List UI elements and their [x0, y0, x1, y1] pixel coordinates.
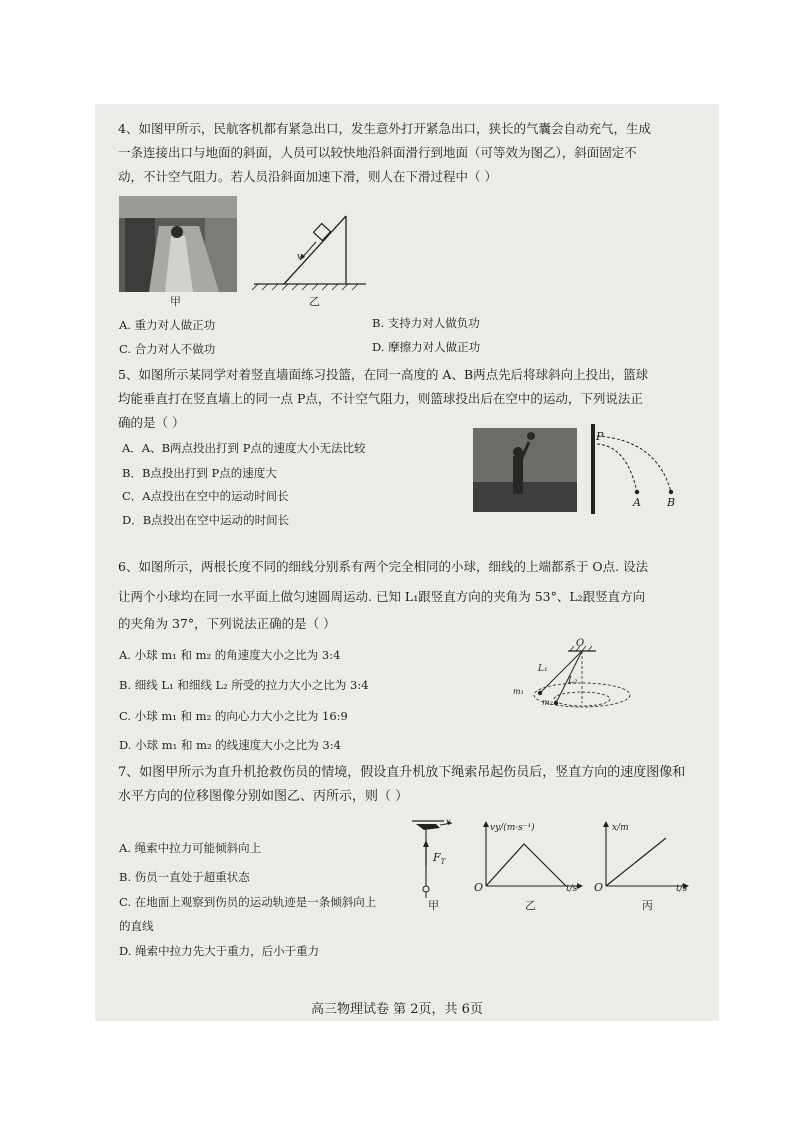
q5-stem-line-1: 5、如图所示某同学对着竖直墙面练习投篮，在同一高度的 A、B两点先后将球斜向上投出，篮球	[118, 367, 649, 382]
q4-fig-yi-label: 乙	[309, 295, 320, 308]
q6-l2-label: L₂	[568, 676, 578, 686]
q4-option-d: D. 摩擦力对人做正功	[372, 340, 481, 354]
q6-option-c: C. 小球 m₁ 和 m₂ 的向心力大小之比为 16:9	[119, 709, 348, 723]
q4-stem-line-2: 一条连接出口与地面的斜面，人员可以较快地沿斜面滑行到地面（可等效为图乙），斜面固定不	[118, 145, 637, 160]
q7-option-c-continued: 的直线	[119, 919, 154, 933]
q7-fig-bing-label: 丙	[642, 899, 653, 912]
q4-stem-line-1: 4、如图甲所示，民航客机都有紧急出口，发生意外打开紧急出口，狭长的气囊会自动充气，生成	[118, 121, 651, 136]
q5-photo-basketball	[473, 428, 577, 512]
q5-option-b: B．B点投出打到 P点的速度大	[122, 466, 277, 480]
q5-stem-line-3: 确的是（ ）	[118, 415, 185, 430]
q7-stem-line-1: 7、如图甲所示为直升机抢救伤员的情境，假设直升机放下绳索吊起伤员后，竖直方向的速度图像和	[118, 765, 686, 780]
q4-option-a: A. 重力对人做正功	[119, 318, 216, 332]
q4-velocity-label: v	[297, 252, 303, 262]
q4-incline-diagram	[254, 210, 366, 296]
q7-vy-axis-label: vy/(m·s⁻¹)	[490, 823, 535, 833]
q5-option-d: D．B点投出在空中运动的时间长	[122, 513, 290, 527]
q7-fig-yi-label: 乙	[525, 899, 536, 912]
q5-point-a-label: A	[633, 496, 641, 509]
q6-option-d: D. 小球 m₁ 和 m₂ 的线速度大小之比为 3:4	[119, 738, 341, 752]
q6-point-o-label: O	[576, 638, 585, 649]
q5-option-a: A．A、B两点投出打到 P点的速度大小无法比较	[122, 441, 366, 455]
q6-stem-line-3: 的夹角为 37°，下列说法正确的是（ ）	[118, 616, 336, 631]
q7-stem-line-2: 水平方向的位移图像分别如图乙、丙所示，则（ ）	[118, 789, 409, 804]
q5-point-b-label: B	[667, 496, 676, 509]
q4-option-c: C. 合力对人不做功	[119, 342, 216, 356]
q6-option-b: B. 细线 L₁ 和细线 L₂ 所受的拉力大小之比为 3:4	[119, 678, 369, 692]
q6-m2-label: m₂	[542, 698, 553, 707]
page-footer: 高三物理试卷 第 2页，共 6页	[311, 1002, 483, 1017]
q7-velocity-label: v	[446, 817, 451, 826]
q7-tension-label: $F_T$	[433, 851, 446, 867]
q6-l1-label: L₁	[538, 664, 548, 674]
q4-photo-airplane-exit	[119, 196, 237, 292]
q7-option-a: A. 绳索中拉力可能倾斜向上	[119, 841, 262, 855]
q4-fig-jia-label: 甲	[170, 295, 181, 308]
q7-x-axis-label: x/m	[612, 823, 629, 833]
q7-fig-jia-label: 甲	[428, 899, 439, 912]
q7-t-axis-label-1: t/s	[566, 884, 578, 894]
q7-t-axis-label-2: t/s	[676, 884, 688, 894]
q7-option-c: C. 在地面上观察到伤员的运动轨迹是一条倾斜向上	[119, 895, 377, 909]
q4-stem-line-3: 动，不计空气阻力。若人员沿斜面加速下滑，则人在下滑过程中（ ）	[118, 169, 497, 184]
q6-m1-label: m₁	[513, 687, 524, 696]
q6-stem-line-1: 6、如图所示，两根长度不同的细线分别系有两个完全相同的小球，细线的上端都系于 O点. 设法	[118, 559, 649, 574]
q5-stem-line-2: 均能垂直打在竖直墙上的同一点 P点，不计空气阻力，则篮球投出后在空中的运动，下列说法正	[118, 391, 643, 406]
q7-origin-label-2: O	[594, 881, 604, 894]
q5-point-p-label: P	[596, 430, 604, 443]
q5-option-c: C．A点投出在空中的运动时间长	[122, 489, 289, 503]
q6-option-a: A. 小球 m₁ 和 m₂ 的角速度大小之比为 3:4	[119, 648, 341, 662]
q7-option-d: D. 绳索中拉力先大于重力，后小于重力	[119, 944, 320, 958]
q6-stem-line-2: 让两个小球均在同一水平面上做匀速圆周运动. 已知 L₁跟竖直方向的夹角为 53°、L₂跟竖直方向	[118, 589, 646, 604]
q7-option-b: B. 伤员一直处于超重状态	[119, 870, 250, 884]
q4-option-b: B. 支持力对人做负功	[372, 316, 480, 330]
q7-origin-label-1: O	[474, 881, 484, 894]
